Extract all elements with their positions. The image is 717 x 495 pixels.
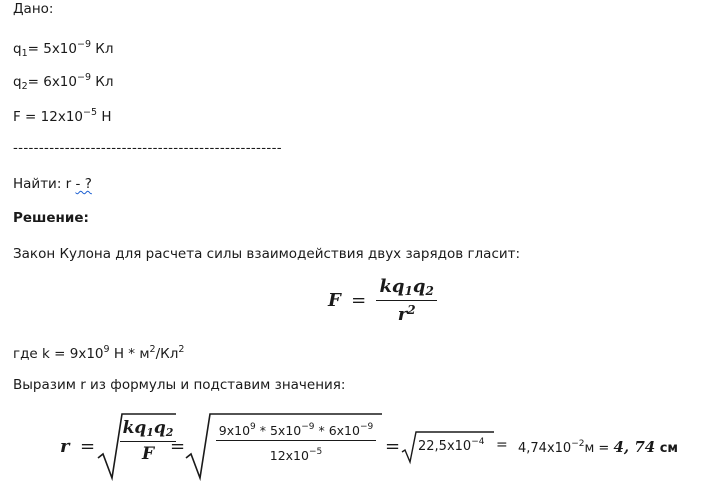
num-exp2: −9 bbox=[301, 422, 315, 432]
coulomb-numerator bbox=[376, 276, 436, 301]
q2-exp: −9 bbox=[76, 72, 91, 83]
coulomb-formula bbox=[328, 276, 437, 325]
coulomb-num-q: q bbox=[412, 276, 426, 297]
q2-name: q bbox=[13, 74, 22, 90]
den-exp: −5 bbox=[308, 447, 323, 457]
final-lhs: r bbox=[60, 436, 70, 457]
result-metres: 4,74x10 bbox=[518, 441, 572, 456]
result-exp: −2 bbox=[571, 439, 585, 449]
coulomb-denominator bbox=[395, 301, 419, 325]
q1-value: = 5x10 bbox=[27, 41, 77, 57]
force-unit: Н bbox=[97, 109, 112, 125]
q1-name: q bbox=[13, 41, 22, 57]
express-text: Выразим r из формулы и подставим значения: bbox=[13, 377, 346, 393]
symbolic-fraction bbox=[122, 418, 174, 464]
den-12x10: 12x10 bbox=[269, 448, 309, 463]
constant-exp2: 2 bbox=[149, 344, 156, 355]
sym-kq: kq bbox=[122, 418, 147, 438]
force-value: F = 12x10 bbox=[13, 109, 84, 125]
final-eq3: = bbox=[385, 436, 401, 457]
coulomb-num-kq: kq bbox=[379, 276, 405, 297]
q1-sub: 1 bbox=[21, 48, 28, 59]
num-5x10: * 5x10 bbox=[255, 423, 302, 438]
q1-unit: Кл bbox=[91, 41, 114, 57]
find-line bbox=[13, 175, 92, 193]
law-text: Закон Кулона для расчета силы взаимодействия двух зарядов гласит: bbox=[13, 246, 521, 262]
final-eq1: = bbox=[80, 436, 96, 457]
constant-exp1: 9 bbox=[103, 344, 110, 355]
final-eq2: = bbox=[170, 436, 186, 457]
num-6x10: * 6x10 bbox=[314, 423, 360, 438]
constant-line bbox=[13, 341, 184, 363]
coulomb-den-r: r bbox=[397, 304, 408, 325]
final-result bbox=[518, 438, 678, 456]
q1-exp: −9 bbox=[76, 39, 91, 50]
sqrt-value: 22,5x10 bbox=[418, 439, 472, 454]
constant-exp3: 2 bbox=[178, 344, 185, 355]
sqrt-simple bbox=[402, 430, 494, 464]
given-q2 bbox=[13, 69, 114, 96]
q2-unit: Кл bbox=[91, 74, 114, 90]
symbolic-numerator bbox=[120, 418, 177, 442]
given-q1 bbox=[13, 36, 114, 63]
solution-heading: Решение: bbox=[13, 210, 89, 226]
q2-value: = 6x10 bbox=[27, 74, 77, 90]
sqrt-simple-content bbox=[418, 437, 484, 454]
constant-unit-kl: /Кл bbox=[155, 346, 179, 362]
sqrt-symbolic bbox=[98, 412, 176, 480]
numeric-fraction bbox=[210, 418, 382, 463]
final-eq4: = bbox=[496, 437, 508, 453]
sym-q: q bbox=[153, 418, 166, 438]
coulomb-num-sub1: 1 bbox=[404, 284, 413, 298]
result-bold-value: 4, 74 bbox=[613, 438, 656, 456]
given-heading: Дано: bbox=[13, 1, 54, 17]
sym-sub1: 1 bbox=[146, 426, 154, 439]
sqrt-numeric-content bbox=[210, 418, 382, 463]
sqrt-numeric bbox=[186, 412, 382, 480]
coulomb-fraction bbox=[376, 276, 436, 325]
constant-unit-nm: Н * м bbox=[109, 346, 150, 362]
coulomb-eq: = bbox=[351, 290, 367, 311]
sqrt-exp: −4 bbox=[471, 437, 485, 447]
coulomb-den-exp: 2 bbox=[407, 303, 416, 317]
symbolic-denominator: F bbox=[141, 444, 155, 464]
result-metre-unit: м = bbox=[584, 441, 614, 456]
separator-line: ---------------------------------------------------- bbox=[13, 140, 282, 156]
num-9x10: 9x10 bbox=[218, 423, 251, 438]
sym-sub2: 2 bbox=[165, 426, 174, 439]
q2-sub: 2 bbox=[21, 81, 28, 92]
find-unknown: - ? bbox=[75, 176, 92, 192]
numeric-numerator bbox=[216, 418, 376, 441]
find-prefix: Найти: r bbox=[13, 176, 76, 192]
force-exp: −5 bbox=[83, 107, 98, 118]
num-exp3: −9 bbox=[359, 422, 374, 432]
constant-k: где k = 9x10 bbox=[13, 346, 104, 362]
result-cm-unit: см bbox=[655, 441, 679, 456]
num-exp1: 9 bbox=[250, 422, 256, 432]
given-force bbox=[13, 104, 111, 126]
coulomb-num-sub2: 2 bbox=[425, 284, 434, 298]
coulomb-lhs: F bbox=[328, 290, 341, 311]
sqrt-symbolic-content bbox=[122, 418, 174, 464]
numeric-denominator bbox=[267, 441, 326, 463]
